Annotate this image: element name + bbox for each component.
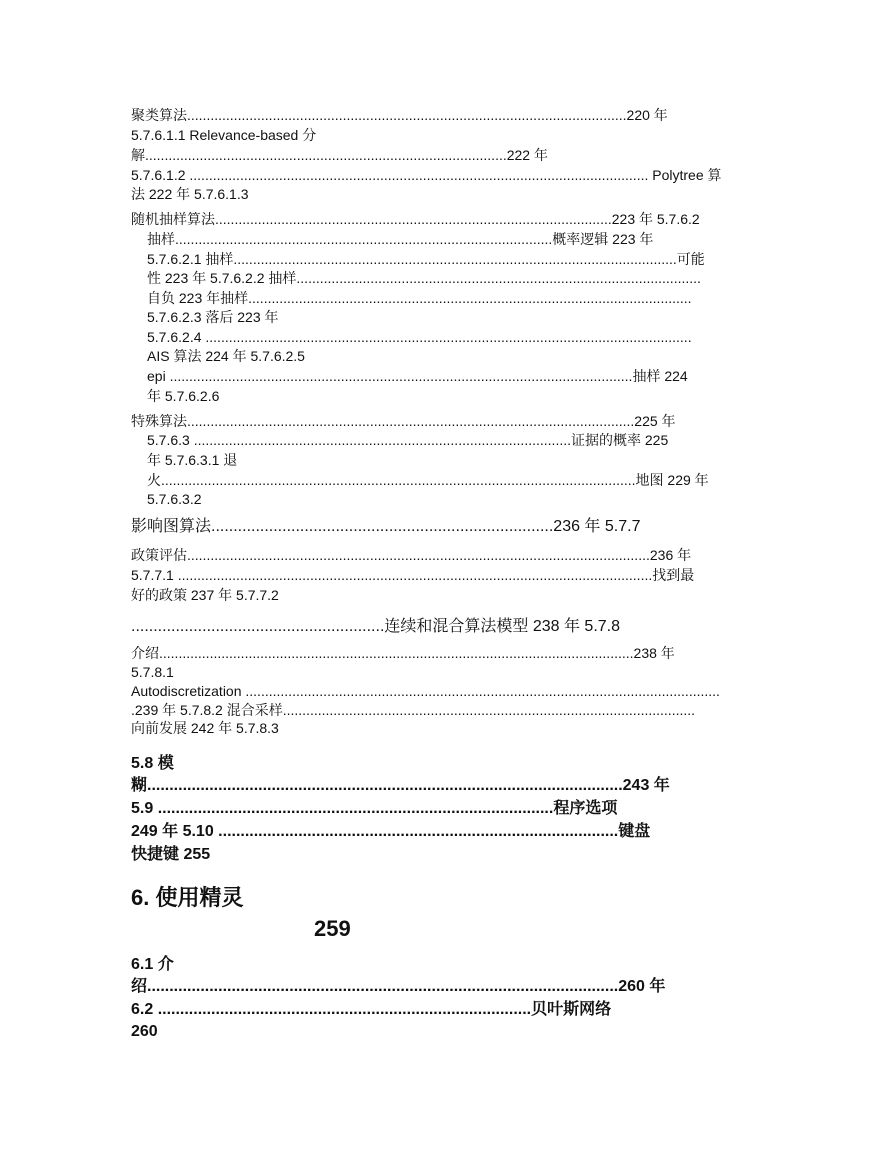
toc-line: 5.7.6.2.1 抽样..................................................................................................................可能 <box>147 251 705 267</box>
chapter-page-number: 259 <box>314 916 351 941</box>
toc-line: 火..........................................................................................................................地图 229 年 <box>147 472 709 488</box>
toc-line: 自负 223 年抽样.................................................................................................................. <box>147 290 692 306</box>
toc-section: 6.1 介 <box>131 956 174 973</box>
toc-section: 6.2 ....................................................................................贝叶斯网络 <box>131 1001 612 1018</box>
toc-line: epi .......................................................................................................................抽样 224 <box>147 368 688 384</box>
toc-line: .239 年 5.7.8.2 混合采样.......................................................................................................... <box>131 702 696 718</box>
toc-line: 解.............................................................................................222 年 <box>131 147 548 163</box>
toc-heading: 影响图算法.............................................................................236 年 5.7.7 <box>131 518 641 535</box>
toc-line: 向前发展 242 年 5.7.8.3 <box>131 720 279 736</box>
toc-section: 260 <box>131 1023 158 1040</box>
toc-section: 糊...........................................................................................................243 年 <box>131 777 670 794</box>
toc-line: AIS 算法 224 年 5.7.6.2.5 <box>147 348 305 364</box>
chapter-heading: 6. 使用精灵 <box>131 885 244 910</box>
toc-line: 5.7.6.1.1 Relevance-based 分 <box>131 127 317 143</box>
toc-section: 绍..........................................................................................................260 年 <box>131 978 666 995</box>
toc-line: 性 223 年 5.7.6.2.2 抽样........................................................................................................ <box>147 270 701 286</box>
toc-line: 特殊算法...................................................................................................................225 年 <box>131 413 676 429</box>
toc-line: 好的政策 237 年 5.7.7.2 <box>131 587 279 603</box>
toc-section: 5.9 .........................................................................................程序选项 <box>131 800 618 817</box>
toc-line: Autodiscretization .......................................................................................................................... <box>131 683 720 699</box>
toc-line: 5.7.6.2.3 落后 223 年 <box>147 309 279 325</box>
toc-heading: .........................................................连续和混合算法模型 238 年 5.7.8 <box>131 618 621 635</box>
toc-line: 聚类算法.................................................................................................................220 年 <box>131 107 668 123</box>
toc-line: 5.7.6.3 .................................................................................................证据的概率 225 <box>147 432 669 448</box>
toc-line: 5.7.6.2.4 ............................................................................................................................. <box>147 329 692 345</box>
toc-line: 5.7.8.1 <box>131 664 174 680</box>
toc-line: 5.7.7.1 ..........................................................................................................................找到最 <box>131 567 695 583</box>
toc-line: 5.7.6.1.2 ...................................................................................................................... Polytree 算 <box>131 167 722 183</box>
toc-section: 249 年 5.10 ..........................................................................................键盘 <box>131 823 651 840</box>
toc-line: 抽样.................................................................................................概率逻辑 223 年 <box>147 231 654 247</box>
toc-line: 介绍..........................................................................................................................238 年 <box>131 645 675 661</box>
toc-section: 5.8 模 <box>131 755 174 772</box>
toc-line: 政策评估.......................................................................................................................236 年 <box>131 547 692 563</box>
toc-section: 快捷键 255 <box>131 846 211 863</box>
toc-line: 5.7.6.3.2 <box>147 491 202 507</box>
toc-line: 年 5.7.6.3.1 退 <box>147 452 238 468</box>
toc-line: 年 5.7.6.2.6 <box>147 388 220 404</box>
toc-line: 法 222 年 5.7.6.1.3 <box>131 186 249 202</box>
toc-line: 随机抽样算法......................................................................................................223 年 5.7.6.2 <box>131 211 700 227</box>
